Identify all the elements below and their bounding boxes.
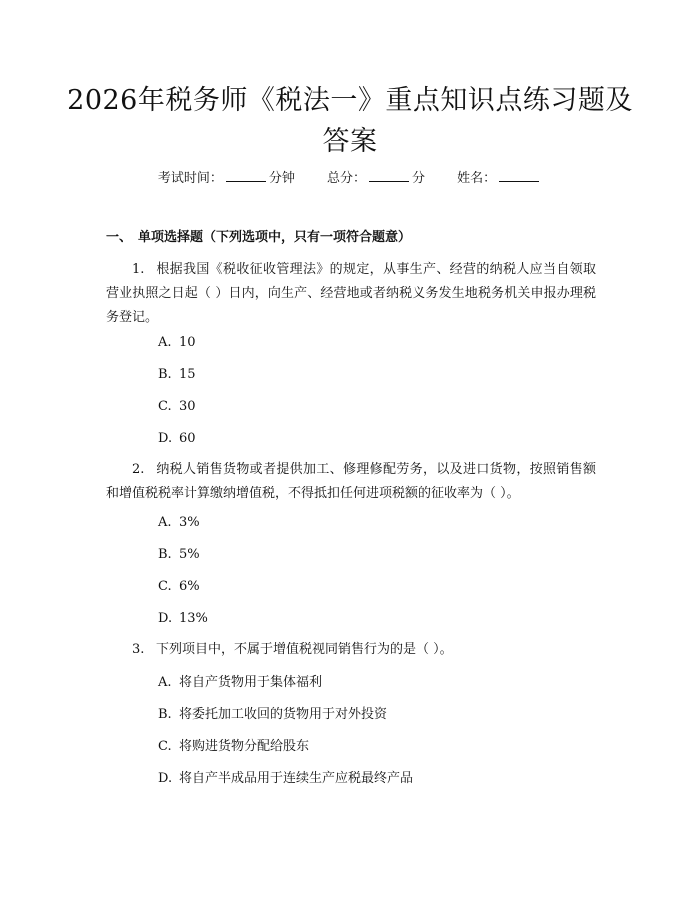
question-text: 下列项目中，不属于增值税视同销售行为的是（ ）。 (156, 642, 453, 657)
exam-time-blank (226, 168, 266, 182)
option-text: 13% (179, 611, 208, 626)
option-text: 将自产货物用于集体福利 (179, 675, 323, 690)
option-text: 30 (179, 399, 196, 414)
option-text: 10 (179, 335, 196, 350)
question-1-option-b (158, 365, 196, 385)
question-1-option-d (158, 429, 196, 449)
option-letter: C. (158, 399, 172, 414)
name-blank (499, 168, 539, 182)
exam-time-label: 考试时间： (157, 171, 223, 186)
question-number: 3. (132, 642, 145, 657)
question-2-option-c (158, 577, 200, 597)
section-number: 一、 (106, 230, 133, 245)
option-text: 将购进货物分配给股东 (179, 739, 310, 754)
question-3 (106, 638, 596, 662)
question-2 (106, 458, 596, 506)
option-letter: A. (158, 515, 172, 530)
exam-time-field (158, 168, 295, 189)
question-text: 根据我国《税收征收管理法》的规定，从事生产、经营的纳税人应当自领取营业执照之日起（ ）日内，向生产、经营地或者纳税义务发生地税务机关申报办理税务登记。 (106, 262, 596, 325)
question-number: 1. (132, 262, 145, 277)
option-letter: D. (158, 771, 173, 786)
option-text: 3% (179, 515, 200, 530)
total-score-blank (369, 168, 409, 182)
question-3-option-d (158, 769, 413, 789)
document-title: 2026年税务师《税法一》重点知识点练习题及答案 (67, 85, 633, 157)
question-2-option-d (158, 609, 208, 629)
exam-info (0, 168, 700, 189)
question-2-option-a (158, 513, 200, 533)
option-letter: D. (158, 611, 173, 626)
total-score-field (327, 168, 425, 189)
total-score-unit: 分 (412, 171, 426, 186)
option-letter: C. (158, 739, 172, 754)
option-text: 6% (179, 579, 200, 594)
question-3-option-a (158, 673, 322, 693)
question-text: 纳税人销售货物或者提供加工、修理修配劳务，以及进口货物，按照销售额和增值税税率计算缴纳增值税，不得抵扣任何进项税额的征收率为（ ）。 (106, 462, 596, 501)
name-label: 姓名： (457, 171, 497, 186)
option-letter: A. (158, 675, 172, 690)
option-letter: B. (158, 547, 172, 562)
option-letter: B. (158, 707, 172, 722)
question-1 (106, 258, 596, 330)
option-text: 将自产半成品用于连续生产应税最终产品 (179, 771, 414, 786)
question-3-option-c (158, 737, 309, 757)
option-text: 60 (179, 431, 196, 446)
question-3-option-b (158, 705, 387, 725)
option-text: 15 (179, 367, 196, 382)
option-letter: C. (158, 579, 172, 594)
option-letter: B. (158, 367, 172, 382)
section-heading (106, 228, 411, 248)
section-title-text: 单项选择题（下列选项中，只有一项符合题意） (138, 230, 412, 245)
question-number: 2. (132, 462, 145, 477)
question-1-option-c (158, 397, 196, 417)
option-letter: A. (158, 335, 172, 350)
exam-time-unit: 分钟 (268, 171, 295, 186)
total-score-label: 总分： (326, 171, 366, 186)
option-text: 5% (179, 547, 200, 562)
question-2-option-b (158, 545, 200, 565)
question-1-option-a (158, 333, 196, 353)
name-field (457, 168, 542, 189)
option-text: 将委托加工收回的货物用于对外投资 (179, 707, 388, 722)
option-letter: D. (158, 431, 173, 446)
